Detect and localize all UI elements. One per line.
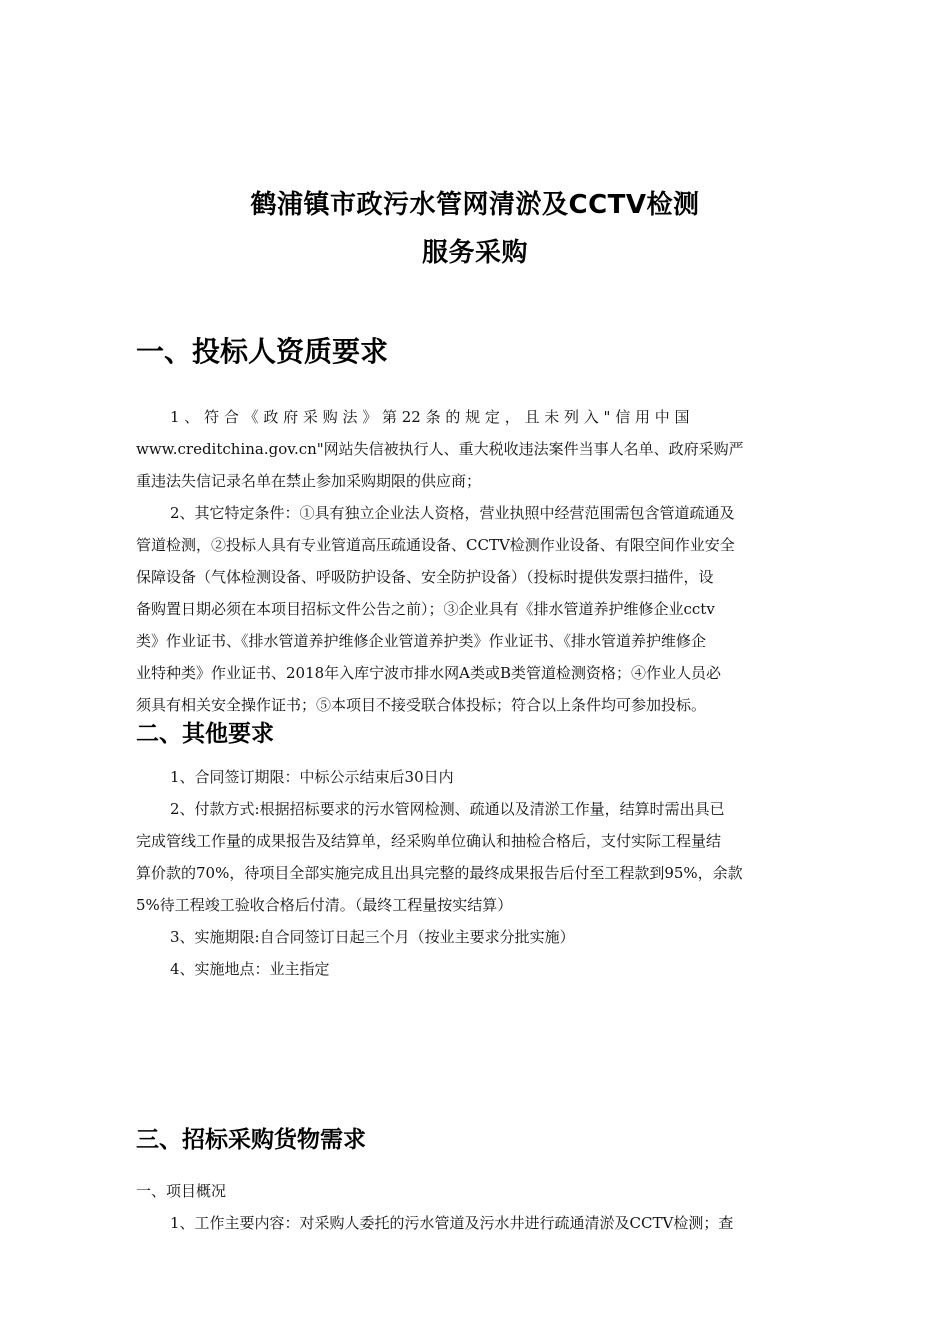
paragraph-line: 管道检测，②投标人具有专业管道高压疏通设备、CCTV检测作业设备、有限空间作业安全 — [136, 536, 735, 554]
paragraph-line: 算价款的70%，待项目全部实施完成且出具完整的最终成果报告后付至工程款到95%，余款 — [136, 864, 743, 882]
section1-heading: 一、投标人资质要求 — [136, 335, 389, 368]
section3-item1 — [136, 1207, 814, 1239]
section2-item2 — [136, 793, 814, 921]
paragraph-line: www.creditchina.gov.cn"网站失信被执行人、重大税收违法案件当事人名单、政府采购严 — [136, 440, 744, 458]
paragraph-line: 保障设备（气体检测设备、呼吸防护设备、安全防护设备）（投标时提供发票扫描件，设 — [136, 568, 714, 586]
paragraph-line: 重违法失信记录名单在禁止参加采购期限的供应商； — [136, 472, 482, 490]
section3-subheading — [136, 1175, 814, 1207]
paragraph-line: 类》作业证书、《排水管道养护维修企业管道养护类》作业证书、《排水管道养护维修企 — [136, 632, 707, 650]
paragraph-line: 2、付款方式:根据招标要求的污水管网检测、疏通以及清淤工作量，结算时需出具已 — [170, 800, 725, 818]
document-title-line2: 服务采购 — [421, 238, 528, 268]
paragraph-line: 一、项目概况 — [136, 1182, 227, 1200]
section3-heading: 三、招标采购货物需求 — [136, 1127, 366, 1153]
paragraph-line: 1 、 符 合 《 政 府 采 购 法 》 第 22 条 的 规 定 ， 且 未 列 入 " 信 用 中 国 — [170, 408, 690, 426]
section1-paragraph2 — [136, 497, 814, 721]
paragraph-line: 1、合同签订期限：中标公示结束后30日内 — [170, 768, 454, 786]
paragraph-line: 须具有相关安全操作证书；⑤本项目不接受联合体投标；符合以上条件均可参加投标。 — [136, 696, 707, 714]
paragraph-line: 4、实施地点：业主指定 — [170, 960, 330, 978]
section1-paragraph1 — [136, 401, 814, 497]
paragraph-line: 业特种类》作业证书、2018年入库宁波市排水网A类或B类管道检测资格；④作业人员必 — [136, 664, 722, 682]
paragraph-line: 5%待工程竣工验收合格后付清。（最终工程量按实结算） — [136, 896, 513, 914]
section2-heading: 二、其他要求 — [136, 721, 274, 747]
paragraph-line: 完成管线工作量的成果报告及结算单，经采购单位确认和抽检合格后，支付实际工程量结 — [136, 832, 722, 850]
section2-item1 — [136, 761, 814, 793]
section2-item3 — [136, 921, 814, 953]
paragraph-line: 备购置日期必须在本项目招标文件公告之前）；③企业具有《排水管道养护维修企业cctv — [136, 600, 715, 618]
paragraph-line: 2、其它特定条件：①具有独立企业法人资格，营业执照中经营范围需包含管道疏通及 — [170, 504, 735, 522]
paragraph-line: 1、工作主要内容：对采购人委托的污水管道及污水井进行疏通清淤及CCTV检测；查 — [170, 1214, 734, 1232]
paragraph-line: 3、实施期限:自合同签订日起三个月（按业主要求分批实施） — [170, 928, 575, 946]
document-title-line1: 鹤浦镇市政污水管网清淤及CCTV检测 — [250, 190, 700, 220]
section2-item4 — [136, 953, 814, 985]
